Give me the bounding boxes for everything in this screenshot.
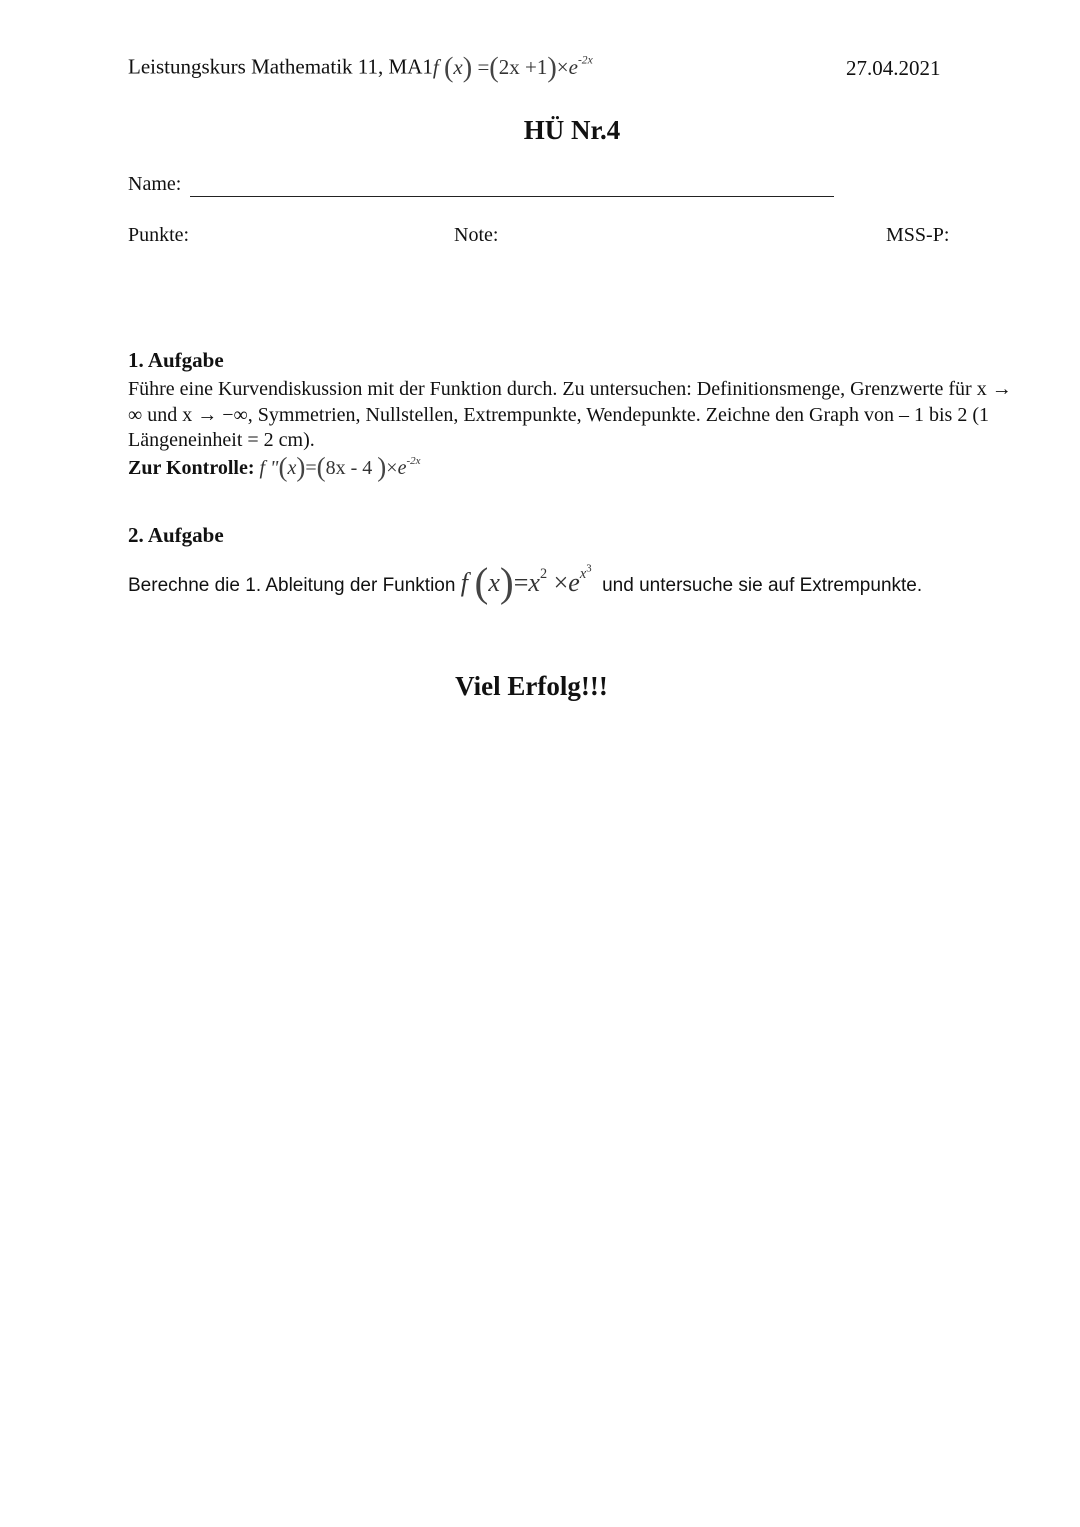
grade-label: Note: (454, 224, 499, 246)
task1-heading: 1. Aufgabe (128, 348, 224, 372)
course-name: Leistungskurs Mathematik 11, MA1 (128, 54, 433, 79)
points-label: Punkte: (128, 224, 190, 246)
task1-text: Führe eine Kurvendiskussion mit der Funktion durch. Zu untersuchen: Definitionsmenge, Grenzwerte für x → ∞ und x → −∞, Symmetrien, Nullstellen, Extrempunkte, Wendepunkte. Zeichne den Graph von – 1 bis 2 (1 Längeneinheit = 2 cm). (128, 378, 1012, 451)
header-date: 27.04.2021 (846, 56, 941, 80)
task2-line (128, 558, 922, 606)
name-label: Name: (128, 173, 182, 195)
header-function: f $(x) =(2x +1)\times e^{-2x}$ (432, 52, 593, 83)
check-label: Zur Kontrolle: (128, 456, 255, 479)
name-line (190, 196, 834, 197)
page-title: HÜ Nr.4 (523, 115, 621, 145)
closing-message: Viel Erfolg!!! (455, 671, 608, 701)
check-formula: f "(x)=(8x - 4 )$\times e^{-2x}$ (259, 452, 421, 482)
task2-text-before: Berechne die 1. Ableitung der Funktion (128, 575, 456, 597)
mss-points-label: MSS-P: (886, 224, 950, 246)
header-course-line (128, 52, 593, 84)
task2-formula: f $(x)=x^2 \times e^{x^3}$ (460, 559, 592, 605)
task1-check (128, 452, 421, 483)
task2-text-after: und untersuche sie auf Extrempunkte. (602, 575, 923, 597)
task2-heading: 2. Aufgabe (128, 523, 224, 547)
